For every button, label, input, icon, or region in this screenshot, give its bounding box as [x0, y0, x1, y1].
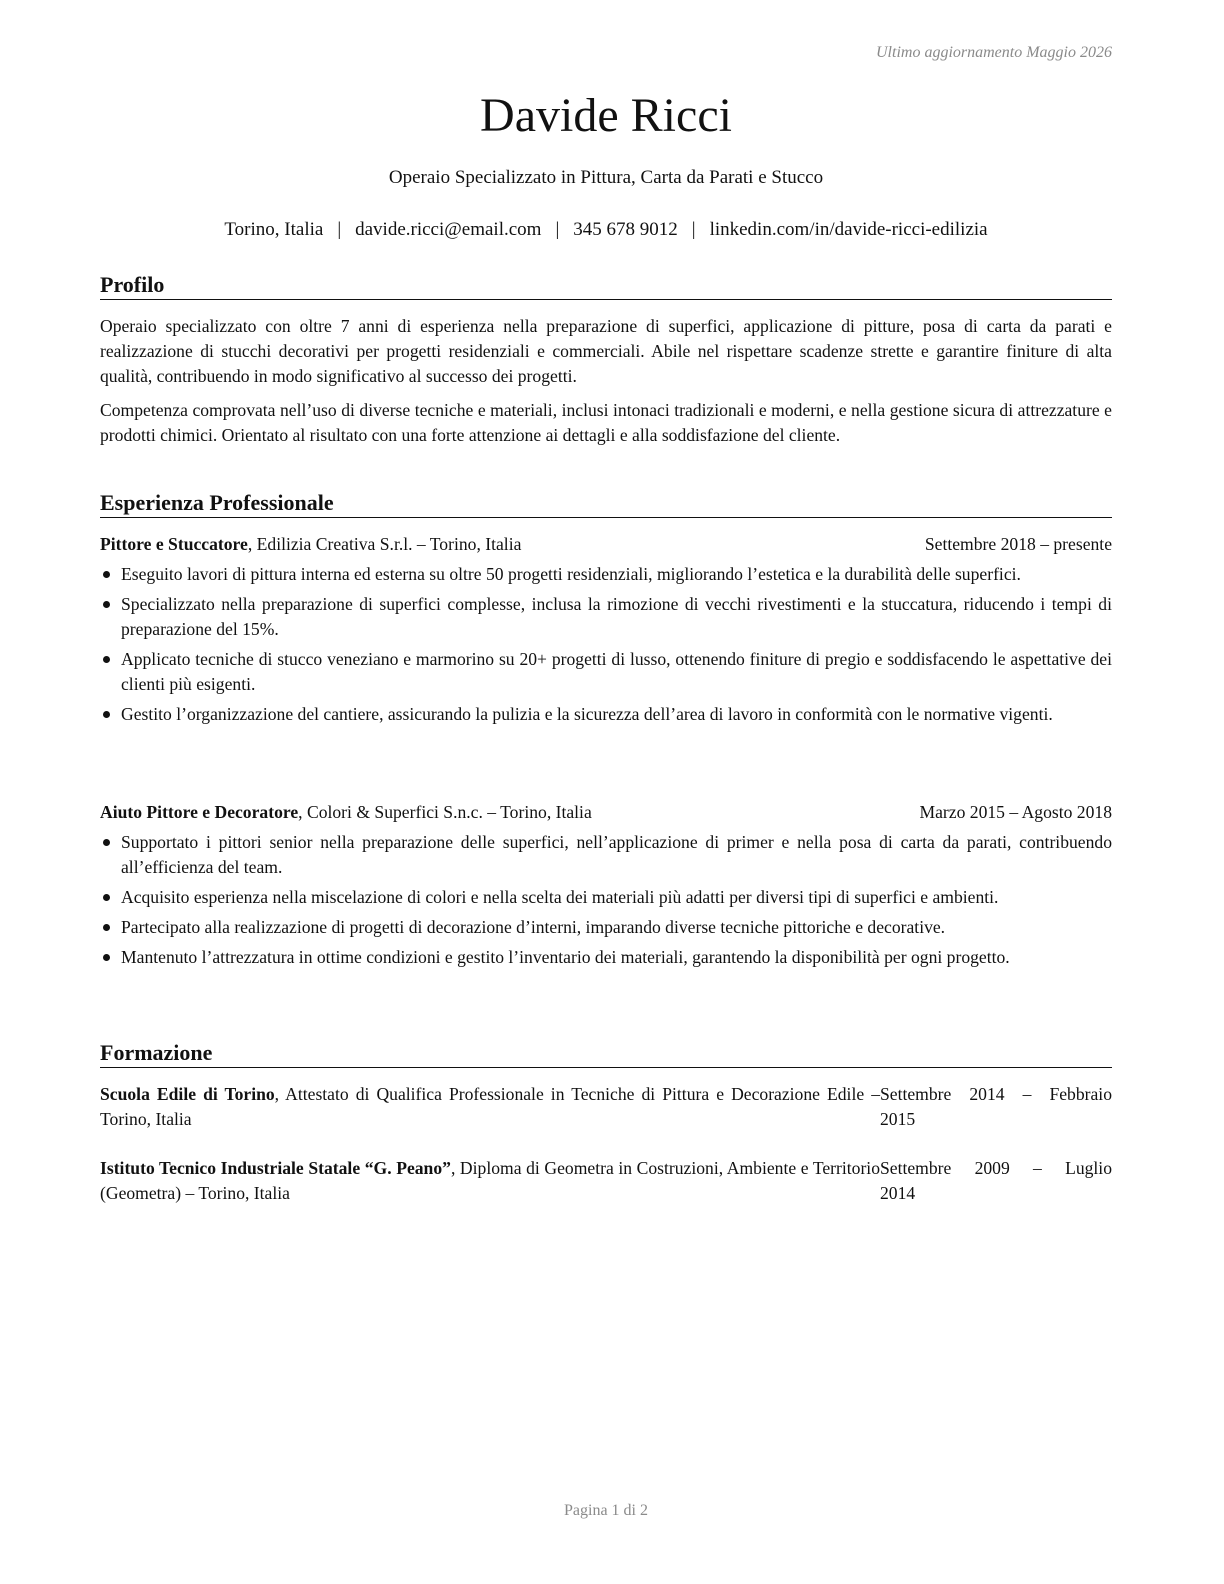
job-role: Pittore e Stuccatore: [100, 534, 248, 554]
contact-line: [100, 219, 1112, 241]
contact-separator: |: [337, 219, 342, 240]
section-heading-experience: Esperienza Professionale: [100, 490, 1112, 518]
job-title: Operaio Specializzato in Pittura, Carta da Parati e Stucco: [388, 167, 824, 188]
job-dates: Marzo 2015 – Agosto 2018: [919, 802, 1112, 822]
education-school: Scuola Edile di Torino: [100, 1084, 275, 1104]
candidate-name: Davide Ricci: [480, 89, 732, 142]
education-detail: , Diploma di Geometra in Costruzioni, Ambiente e Territorio (Geometra) – Torino, Italia: [100, 1158, 880, 1203]
education-detail: , Attestato di Qualifica Professionale in Tecniche di Pittura e Decorazione Edile – Torino, Italia: [100, 1084, 880, 1129]
page-number: Pagina 1 di 2: [564, 1502, 648, 1519]
education-description: [100, 1082, 880, 1132]
list-item: Supportato i pittori senior nella preparazione delle superfici, nell’applicazione di primer e nella posa di carta da parati, contribuendo all’efficienza del team.: [100, 830, 1112, 880]
contact-separator: |: [555, 219, 560, 240]
education-dates-end: 2014: [880, 1183, 916, 1203]
section-heading-education: Formazione: [100, 1040, 1112, 1068]
education-description: [100, 1156, 880, 1206]
job-bullets: [100, 830, 1112, 975]
job-role-company: [100, 532, 521, 557]
job-header: [100, 800, 1112, 825]
contact-phone: 345 678 9012: [573, 219, 678, 240]
list-item: Mantenuto l’attrezzatura in ottime condizioni e gestito l’inventario dei materiali, garantendo la disponibilità per ogni progetto.: [100, 945, 1112, 970]
contact-linkedin[interactable]: linkedin.com/in/davide-ricci-edilizia: [709, 219, 988, 240]
list-item: Partecipato alla realizzazione di progetti di decorazione d’interni, imparando diverse tecniche pittoriche e decorative.: [100, 915, 1112, 940]
list-item: Eseguito lavori di pittura interna ed esterna su oltre 50 progetti residenziali, migliorando l’estetica e la durabilità delle superfici.: [100, 562, 1112, 587]
education-dates-start: Settembre 2009 – Luglio: [880, 1158, 1112, 1178]
education-dates-end: 2015: [880, 1109, 916, 1129]
resume-page: [100, 0, 1112, 1584]
education-school: Istituto Tecnico Industriale Statale “G. Peano”: [100, 1158, 451, 1178]
profile-paragraph: Competenza comprovata nell’uso di diverse tecniche e materiali, inclusi intonaci tradizionali e moderni, e nella gestione sicura di attrezzature e prodotti chimici. Orientato al risultato con una forte attenzione ai dettagli e alla soddisfazione del cliente.: [100, 400, 1112, 445]
education-item: [100, 1156, 1112, 1206]
profile-paragraph: Operaio specializzato con oltre 7 anni di esperienza nella preparazione di superfici, applicazione di pitture, posa di carta da parati e realizzazione di stucchi decorativi per progetti residenziali e commerciali. Abile nel rispettare scadenze strette e garantire finiture di alta qualità, contribuendo in modo significativo al successo dei progetti.: [100, 316, 1112, 386]
education-dates-start: Settembre 2014 – Febbraio: [880, 1084, 1112, 1104]
last-updated: Ultimo aggiornamento Maggio 2026: [876, 44, 1112, 61]
contact-email[interactable]: davide.ricci@email.com: [355, 219, 542, 240]
job-role: Aiuto Pittore e Decoratore: [100, 802, 299, 822]
education-dates: [880, 1082, 1112, 1132]
contact-separator: |: [691, 219, 696, 240]
job-header: [100, 532, 1112, 557]
contact-location: Torino, Italia: [224, 219, 324, 240]
education-dates: [880, 1156, 1112, 1206]
job-company: , Colori & Superfici S.n.c. – Torino, Italia: [298, 802, 592, 822]
job-dates: Settembre 2018 – presente: [924, 534, 1112, 554]
job-bullets: [100, 562, 1112, 732]
section-heading-profile: Profilo: [100, 272, 1112, 300]
list-item: Applicato tecniche di stucco veneziano e marmorino su 20+ progetti di lusso, ottenendo finiture di pregio e soddisfacendo le aspettative dei clienti più esigenti.: [100, 647, 1112, 697]
job-role-company: [100, 800, 592, 825]
list-item: Acquisito esperienza nella miscelazione di colori e nella scelta dei materiali più adatti per diversi tipi di superfici e ambienti.: [100, 885, 1112, 910]
job-company: , Edilizia Creativa S.r.l. – Torino, Italia: [247, 534, 522, 554]
list-item: Specializzato nella preparazione di superfici complesse, inclusa la rimozione di vecchi rivestimenti e la stuccatura, riducendo i tempi di preparazione del 15%.: [100, 592, 1112, 642]
education-item: [100, 1082, 1112, 1132]
list-item: Gestito l’organizzazione del cantiere, assicurando la pulizia e la sicurezza dell’area di lavoro in conformità con le normative vigenti.: [100, 702, 1112, 727]
